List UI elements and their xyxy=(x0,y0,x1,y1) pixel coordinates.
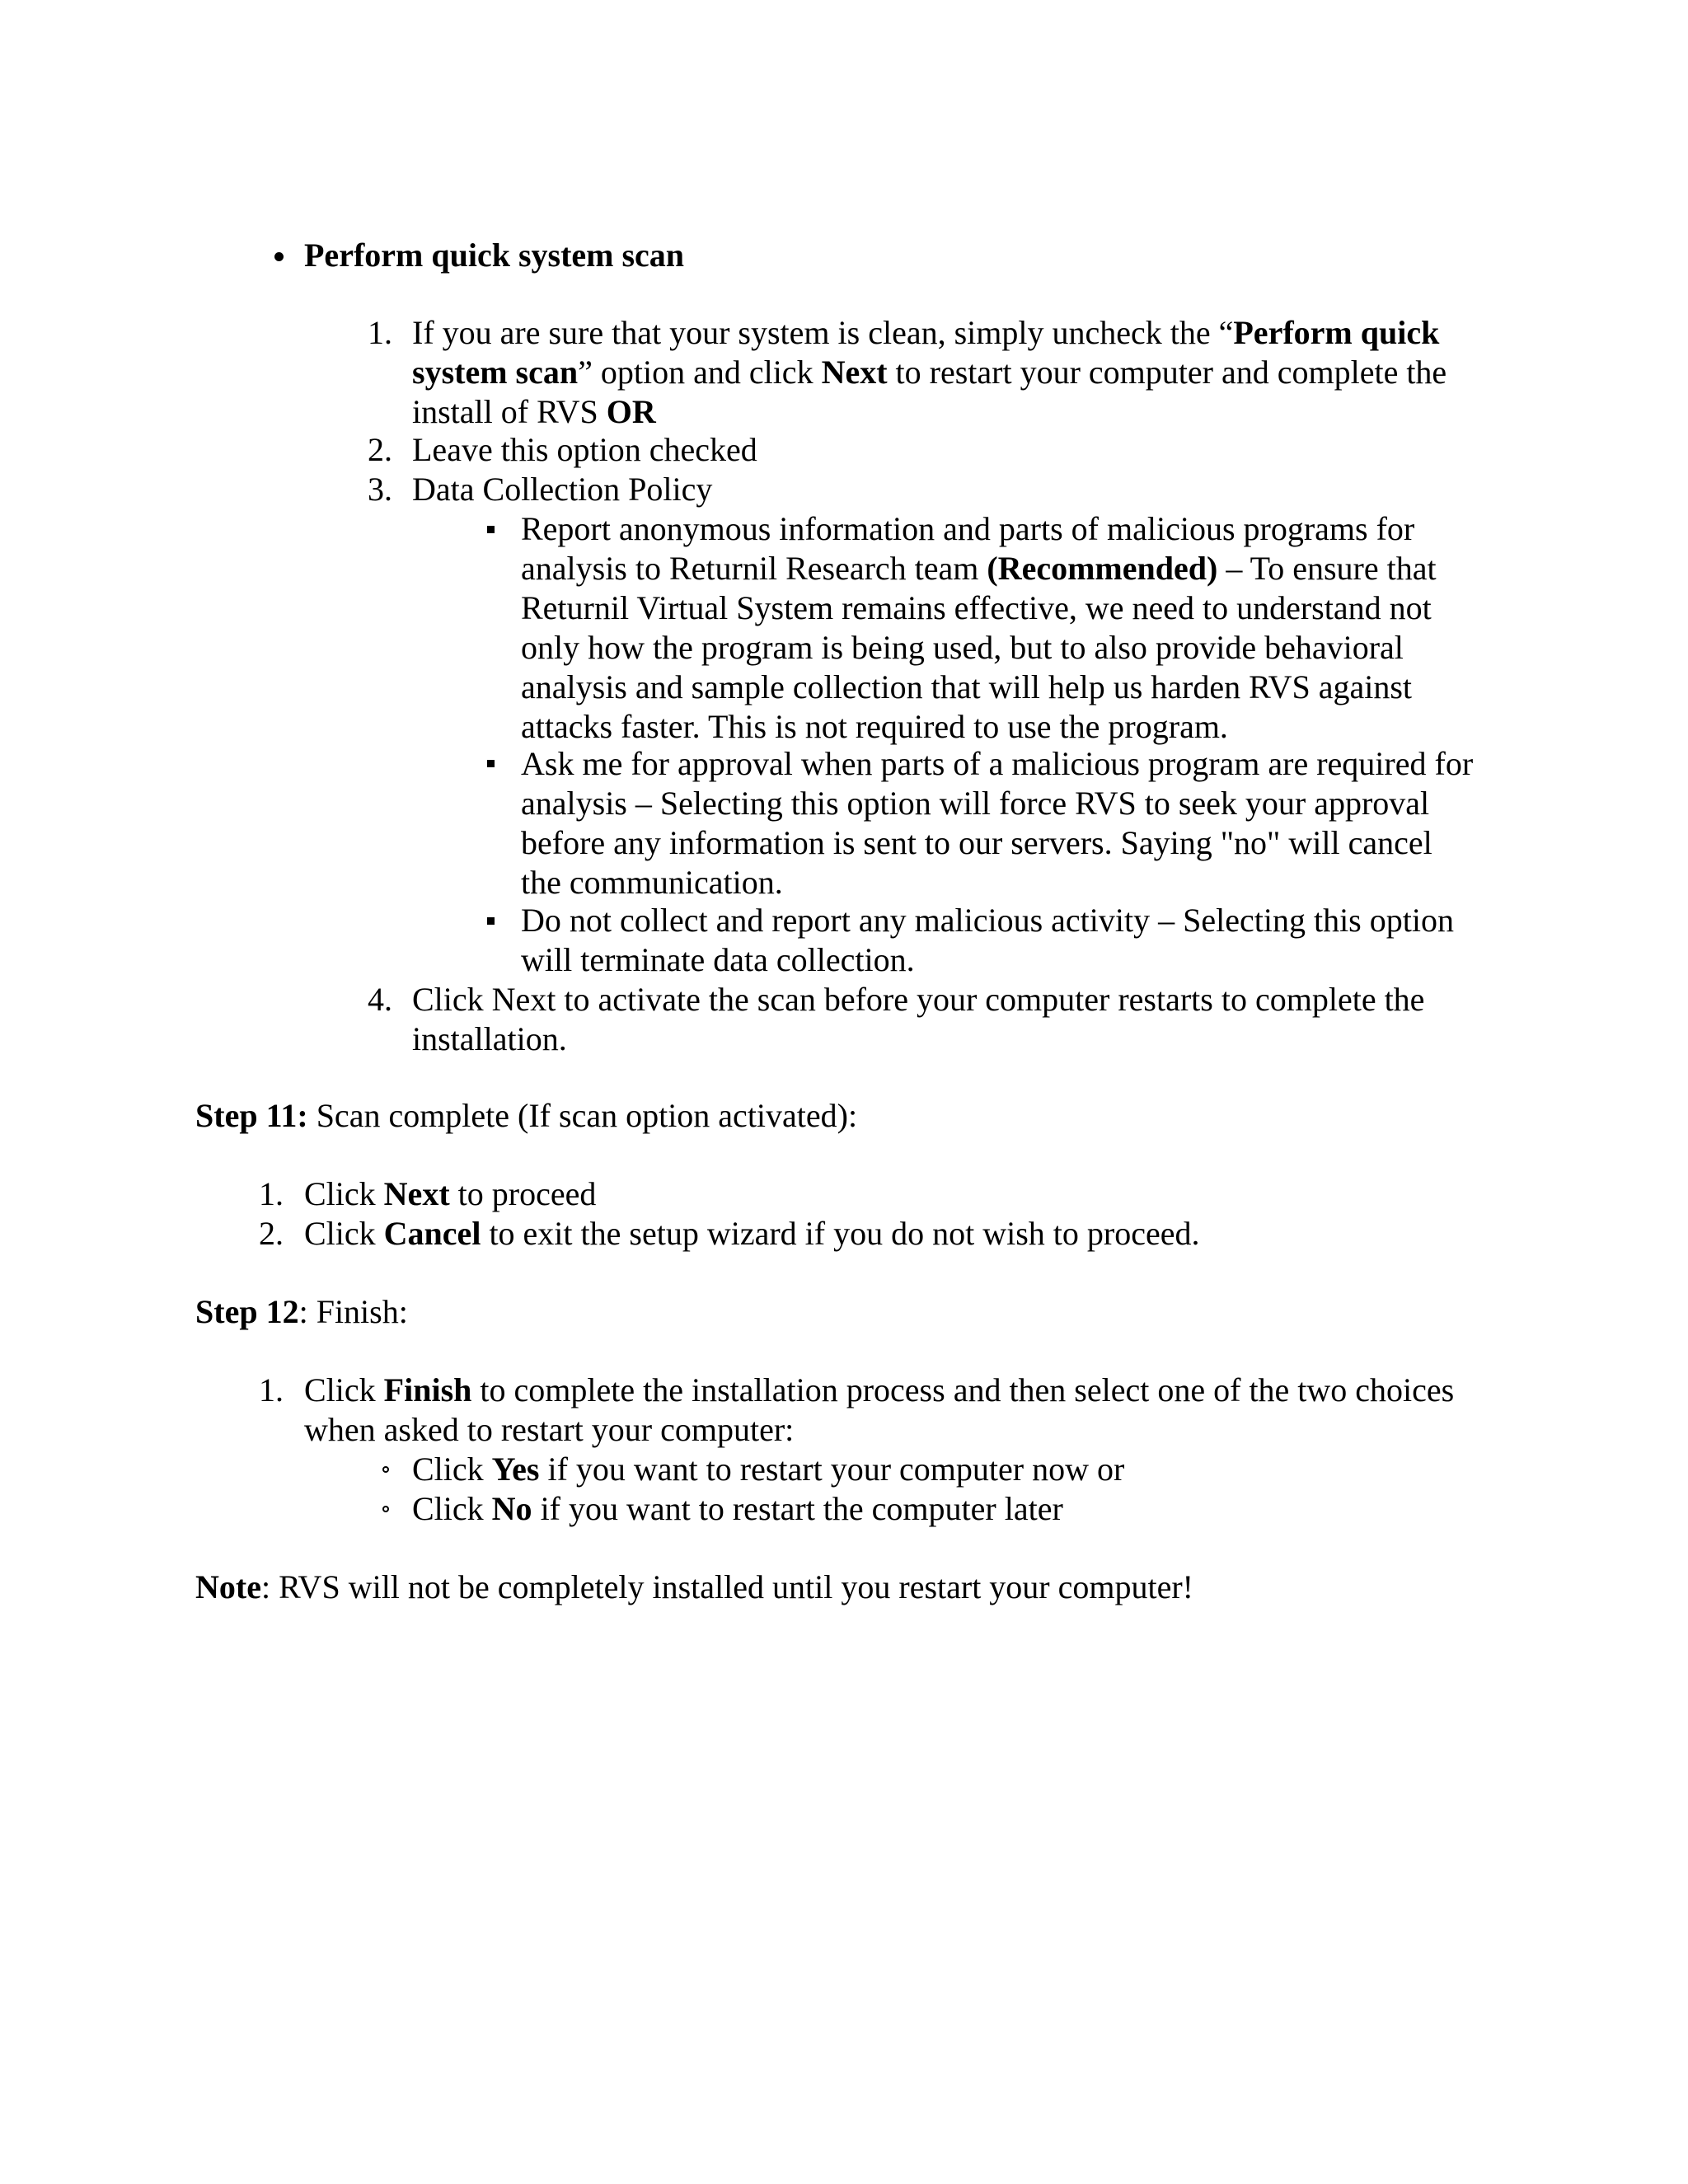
step-11-item-cancel: Click Cancel to exit the setup wizard if you do not wish to proceed. xyxy=(304,1215,1200,1252)
step-4-text: Click Next to activate the scan before your computer restarts to complete the installation. xyxy=(412,981,1425,1057)
step-11-item-next: Click Next to proceed xyxy=(304,1175,597,1212)
policy-option-ask-approval: Ask me for approval when parts of a malicious program are required for analysis – Selecting this option will force RVS to seek your approval before any information is sent to our servers. Saying "no" will cancel the communication. xyxy=(521,745,1474,901)
step-number: 1. xyxy=(259,1371,284,1408)
bullet-dot-icon xyxy=(274,252,284,261)
step-3-text: Data Collection Policy xyxy=(412,471,713,508)
restart-yes-option: Click Yes if you want to restart your computer now or xyxy=(412,1451,1125,1488)
step-number: 4. xyxy=(368,981,392,1018)
policy-option-do-not-collect: Do not collect and report any malicious activity – Selecting this option will terminate data collection. xyxy=(521,902,1454,978)
square-bullet-icon xyxy=(487,526,495,533)
step-number: 3. xyxy=(368,471,392,508)
step-12-heading: Step 12: Finish: xyxy=(195,1293,408,1330)
step-number: 1. xyxy=(259,1175,284,1212)
step-2-text: Leave this option checked xyxy=(412,431,757,468)
step-number: 1. xyxy=(368,314,392,351)
policy-option-recommended: Report anonymous information and parts of malicious programs for analysis to Returnil Research team (Recommended) – To ensure that Returnil Virtual System remains effective, we need to understand not only how the program is being used, but to also provide behavioral analysis and sample collection that will help us harden RVS against attacks faster. This is not required to use the program. xyxy=(521,510,1437,745)
step-12-item-finish: Click Finish to complete the installation process and then select one of the two choices when asked to restart your computer: xyxy=(304,1371,1455,1448)
hollow-bullet-icon xyxy=(382,1506,389,1512)
install-note: Note: RVS will not be completely installed until you restart your computer! xyxy=(195,1568,1194,1605)
restart-no-option: Click No if you want to restart the computer later xyxy=(412,1490,1063,1527)
step-11-heading: Step 11: Scan complete (If scan option activated): xyxy=(195,1097,858,1134)
step-1-text: If you are sure that your system is clean, simply uncheck the “Perform quick system scan” option and click Next to restart your computer and complete the install of RVS OR xyxy=(412,314,1447,430)
section-bullet-title: Perform quick system scan xyxy=(304,237,685,274)
hollow-bullet-icon xyxy=(382,1466,389,1473)
step-number: 2. xyxy=(368,431,392,468)
step-number: 2. xyxy=(259,1215,284,1252)
square-bullet-icon xyxy=(487,917,495,925)
square-bullet-icon xyxy=(487,760,495,767)
